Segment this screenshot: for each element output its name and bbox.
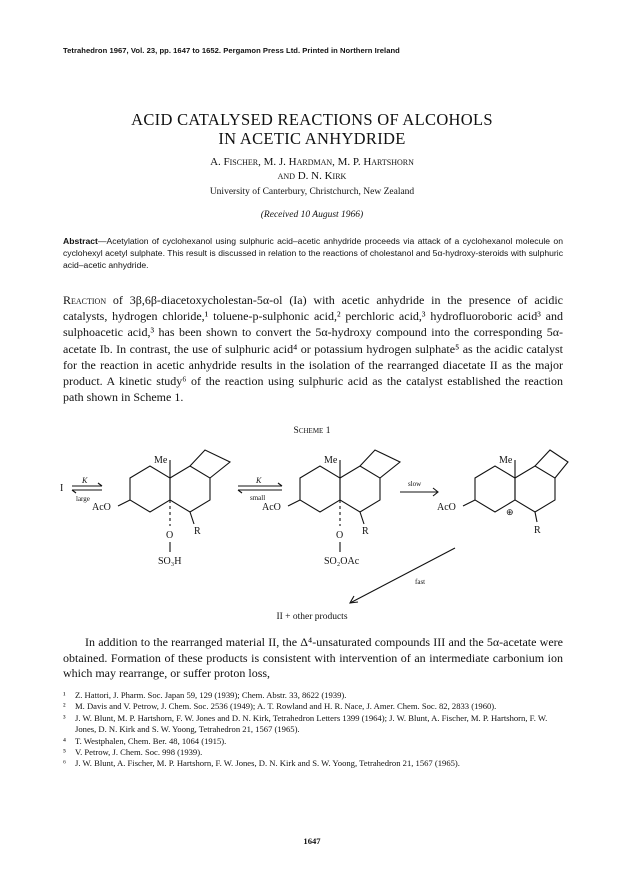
paper-title (0, 110, 624, 148)
received-date: (Received 10 August 1966) (260, 210, 364, 220)
r-label-2: R (362, 526, 369, 537)
slow-label: slow (408, 480, 422, 488)
reaction-scheme (60, 438, 570, 613)
reference-item: ² M. Davis and V. Petrow, J. Chem. Soc. 2536 (1949); A. T. Rowland and H. R. Nace, J. Amer. Chem. Soc. 82, 2833 (1960). (63, 701, 497, 712)
acetoxy-label-1: AcO (92, 502, 111, 513)
k2-note: small (250, 494, 266, 502)
authors-line-2: and D. N. Kirk (277, 170, 347, 182)
oxygen-label-2: O (336, 530, 344, 541)
abstract-label: Abstract (63, 236, 98, 246)
oxygen-label-1: O (166, 530, 174, 541)
methyl-label-1: Me (154, 455, 168, 466)
body-text-1: of 3β,6β-diacetoxycholestan-5α-ol (Ia) with acetic anhydride in the presence of acidic catalysts, hydrogen chloride,¹ toluene-p-sulphonic acid,² perchloric acid,³ hydrofluoroboric acid³ and sulphoacetic acid,³ has been shown to convert the 5α-hydroxy compound into the corresponding 5α-acetate Ib. In contrast, the use of sulphuric acid⁴ or potassium hydrogen sulphate⁵ as the acidic catalyst for the reaction in acetic anhydride results in the isolation of the rearranged diacetate II as the major product. A kinetic study⁶ of the reaction using sulphuric acid as the catalyst established the reaction path shown in Scheme 1. (63, 293, 563, 405)
reference-item: ⁴ T. Westphalen, Chem. Ber. 48, 1064 (1915). (63, 735, 227, 746)
abstract (63, 235, 563, 271)
abstract-text: —Acetylation of cyclohexanol using sulphuric acid–acetic anhydride proceeds via attack of a cyclohexanol molecule on cyclohexyl acetyl sulphate. This result is discussed in relation to the reactions of cholestanol and 5α-hydroxy-steroids with sulphuric acid–acetic anhydride. (63, 236, 563, 270)
footnote-references (63, 690, 563, 770)
compound-I-label: I (60, 483, 64, 494)
title-line-1: ACID CATALYSED REACTIONS OF ALCOHOLS (131, 110, 493, 129)
cation-symbol: ⊕ (506, 507, 514, 517)
title-line-2: IN ACETIC ANHYDRIDE (218, 129, 406, 148)
body-paragraph-2: In addition to the rearranged material II, the Δ⁴-unsaturated compounds III and the 5α-acetate were obtained. Formation of these products is consistent with intervention of an intermediate carbonium ion which may rearrange, or suffer proton loss, (63, 635, 563, 681)
k1-label: K (82, 476, 88, 485)
r-label-3: R (534, 525, 541, 536)
reference-item: ⁵ V. Petrow, J. Chem. Soc. 998 (1939). (63, 747, 203, 758)
k1-note: large (76, 495, 90, 503)
reference-item: ¹ Z. Hattori, J. Pharm. Soc. Japan 59, 129 (1939); Chem. Abstr. 33, 8622 (1939). (63, 690, 347, 700)
authors (0, 155, 624, 183)
r-label-1: R (194, 526, 201, 537)
journal-citation: Tetrahedron 1967, Vol. 23, pp. 1647 to 1652. Pergamon Press Ltd. Printed in Northern Ireland (63, 46, 400, 55)
affiliation: University of Canterbury, Christchurch, New Zealand (209, 187, 415, 197)
fast-label: fast (415, 578, 426, 586)
authors-line-1: A. Fischer, M. J. Hardman, M. P. Hartshorn (210, 156, 414, 168)
methyl-label-3: Me (499, 455, 513, 466)
reaction-scheme-diagram (60, 438, 570, 613)
body-lead-word: Reaction (63, 293, 107, 307)
sulfonate-label-1: SO₃H (158, 556, 182, 567)
page-number: 1647 (303, 836, 321, 846)
sulfonate-label-2: SO₂OAc (324, 556, 360, 567)
body-paragraph-1 (63, 292, 563, 405)
k2-label: K (256, 476, 262, 485)
acetoxy-label-2: AcO (262, 502, 281, 513)
reference-item: ³ J. W. Blunt, M. P. Hartshorn, F. W. Jones and D. N. Kirk, Tetrahedron Letters 1399 (1964); J. W. Blunt, A. Fischer, M. P. Hartshorn, F. W. Jones, D. N. Kirk and S. W. Yoong, Tetrahedron 21, 1567 (1965). (63, 712, 548, 735)
methyl-label-2: Me (324, 455, 338, 466)
scheme-products: II + other products (276, 612, 348, 622)
reference-item: ⁶ J. W. Blunt, A. Fischer, M. P. Hartshorn, F. W. Jones, D. N. Kirk and S. W. Yoong, Tetrahedron 21, 1567 (1965). (63, 758, 460, 769)
acetoxy-label-3: AcO (437, 502, 456, 513)
scheme-title: Scheme 1 (293, 426, 331, 436)
